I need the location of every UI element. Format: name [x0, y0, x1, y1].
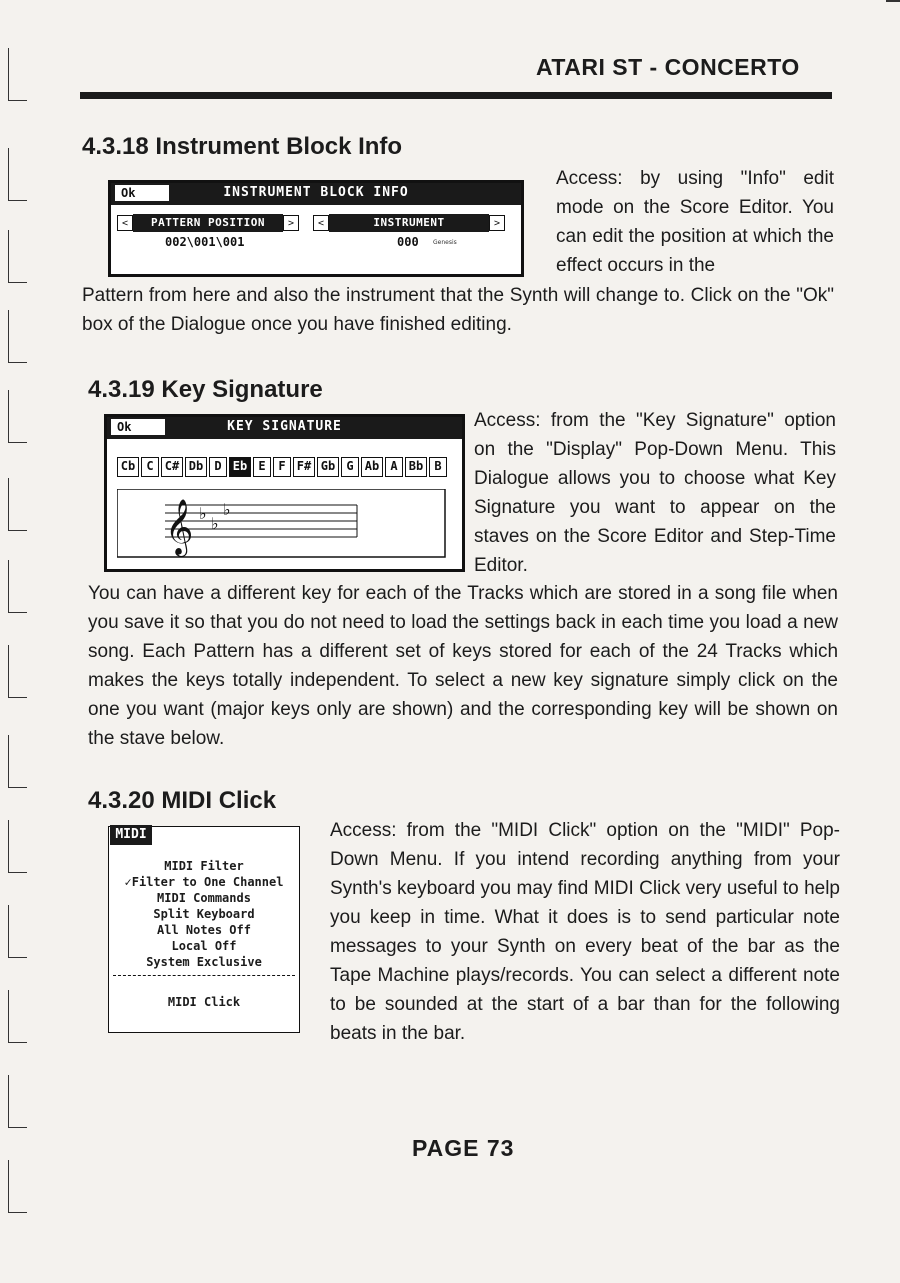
text-line: Access: from the "Key Signature"	[474, 410, 785, 431]
header-rule	[80, 92, 832, 99]
menu-item-midi-click[interactable]: MIDI Click	[167, 995, 241, 1009]
midi-pulldown-menu	[108, 826, 300, 1033]
key-option-d[interactable]: D	[209, 457, 227, 477]
key-option-c[interactable]: C	[141, 457, 159, 477]
binding-mark	[8, 905, 27, 958]
text-line: particular note messages to your Synth on every beat	[330, 907, 840, 957]
ok-button[interactable]: Ok	[115, 185, 169, 201]
key-option-db[interactable]: Db	[185, 457, 207, 477]
binding-mark	[8, 310, 27, 363]
midi-menu-title[interactable]: MIDI	[110, 825, 152, 845]
key-option-b[interactable]: B	[429, 457, 447, 477]
key-signature-dialog	[104, 414, 465, 572]
text-line: each of the 24 Tracks which makes the keys totally independent. To select a	[88, 641, 839, 691]
text-line: Pop-Down Menu. If you intend recording anything from	[330, 820, 840, 870]
dialog-titlebar	[107, 417, 462, 439]
key-option-cb[interactable]: Cb	[117, 457, 139, 477]
key-selector-row	[117, 457, 449, 477]
key-option-g[interactable]: G	[341, 457, 359, 477]
text-line: You can edit the position at	[556, 197, 834, 247]
text-line: Menu. This Dialogue allows you to	[474, 439, 836, 489]
binding-mark	[8, 478, 27, 531]
text-line: option on the "Display" Pop-Down	[474, 410, 836, 460]
pattern-position-value[interactable]: 002\001\001	[165, 235, 245, 249]
key-option-eb[interactable]: Eb	[229, 457, 251, 477]
menu-item-split-keyboard[interactable]: Split Keyboard	[153, 907, 255, 921]
text-line: and the corresponding key will be shown on the stave below.	[88, 699, 838, 749]
text-line: choose what Key Signature you want	[474, 468, 837, 518]
text-line: select a different note to be sounded at the start of	[330, 965, 841, 1015]
midi-click-text	[330, 816, 840, 1048]
treble-clef-icon: 𝄞	[165, 499, 194, 555]
menu-item-system-exclusive[interactable]: System Exclusive	[146, 955, 262, 969]
text-line: to appear on the staves on the Score	[474, 497, 836, 547]
flat-icon: ♭	[199, 504, 207, 523]
text-line: your Synth's keyboard you may find MIDI Click very	[330, 849, 840, 899]
text-line: of the bar as the Tape Machine plays/records. You can	[330, 936, 840, 986]
key-option-a[interactable]: A	[385, 457, 403, 477]
menu-item-filter-one-channel[interactable]: ✓Filter to One Channel	[124, 875, 284, 889]
dialog-titlebar	[111, 183, 521, 205]
menu-item-all-notes-off[interactable]: All Notes Off	[157, 923, 251, 937]
running-header: ATARI ST - CONCERTO	[536, 54, 800, 80]
text-line: which the effect occurs in the	[556, 226, 834, 276]
binding-mark	[8, 735, 27, 788]
binding-mark	[8, 1075, 27, 1128]
dialog-title: INSTRUMENT BLOCK INFO	[223, 185, 409, 200]
menu-item-midi-commands[interactable]: MIDI Commands	[157, 891, 251, 905]
key-option-ab[interactable]: Ab	[361, 457, 383, 477]
instrument-block-dialog	[108, 180, 524, 277]
section-heading-instrument-block: 4.3.18 Instrument Block Info	[82, 133, 403, 160]
text-line: a bar than for the following beats in the bar.	[330, 994, 841, 1044]
binding-mark	[8, 820, 27, 873]
key-signature-text-continued	[88, 579, 838, 753]
pattern-position-label: PATTERN POSITION	[133, 214, 283, 232]
menu-item-midi-filter[interactable]: MIDI Filter	[164, 859, 244, 873]
instrument-name: Genesis	[433, 239, 457, 246]
text-line: Access: from the "MIDI Click" option on the "MIDI"	[330, 820, 800, 841]
page-edge	[886, 0, 900, 2]
menu-separator	[113, 975, 295, 976]
binding-mark	[8, 645, 27, 698]
text-line: Pattern from here and also the instrument that the Synth will change to. Click	[82, 285, 738, 306]
text-line: mode on the Score Editor.	[556, 197, 802, 218]
instrument-next-arrow[interactable]: >	[489, 215, 505, 231]
section-heading-midi-click: 4.3.20 MIDI Click	[88, 787, 277, 814]
text-line: You can have a different key for each of the Tracks which are stored in a song	[88, 583, 763, 604]
binding-mark	[8, 990, 27, 1043]
binding-mark	[8, 230, 27, 283]
ok-button[interactable]: Ok	[111, 419, 165, 435]
key-option-e[interactable]: E	[253, 457, 271, 477]
stave-preview	[117, 489, 447, 559]
key-option-bb[interactable]: Bb	[405, 457, 427, 477]
binding-mark	[8, 148, 27, 201]
instrument-block-text-continued	[82, 281, 834, 339]
instrument-prev-arrow[interactable]: <	[313, 215, 329, 231]
text-line: on the "Ok" box of the Dialogue once you have finished editing.	[82, 285, 835, 335]
pattern-next-arrow[interactable]: >	[283, 215, 299, 231]
menu-item-local-off[interactable]: Local Off	[171, 939, 237, 953]
page-number: PAGE 73	[412, 1135, 515, 1161]
text-line: Editor and Step-Time Editor.	[474, 526, 836, 576]
text-line: new key signature simply click on the one you want (major keys only are shown)	[88, 670, 838, 720]
pattern-prev-arrow[interactable]: <	[117, 215, 133, 231]
flat-icon: ♭	[223, 500, 231, 519]
instrument-block-text	[556, 164, 834, 280]
key-signature-text	[474, 406, 836, 580]
key-option-gb[interactable]: Gb	[317, 457, 339, 477]
text-line: time you load a new song. Each Pattern has a different set of keys stored for	[88, 612, 838, 662]
text-line: file when you save it so that you do not need to load the settings back in each	[88, 583, 838, 633]
flat-icon: ♭	[211, 514, 219, 533]
instrument-label: INSTRUMENT	[329, 214, 489, 232]
key-option-f-sharp[interactable]: F#	[293, 457, 315, 477]
key-option-c-sharp[interactable]: C#	[161, 457, 183, 477]
text-line: useful to help you keep in time. What it does is to send	[330, 878, 840, 928]
key-option-f[interactable]: F	[273, 457, 291, 477]
binding-mark	[8, 1160, 27, 1213]
binding-mark	[8, 48, 27, 101]
dialog-title: KEY SIGNATURE	[227, 419, 342, 434]
text-line: Access: by using "Info" edit	[556, 168, 834, 189]
section-heading-key-signature: 4.3.19 Key Signature	[88, 376, 323, 403]
binding-mark	[8, 390, 27, 443]
binding-mark	[8, 560, 27, 613]
instrument-value[interactable]: 000	[397, 235, 419, 249]
